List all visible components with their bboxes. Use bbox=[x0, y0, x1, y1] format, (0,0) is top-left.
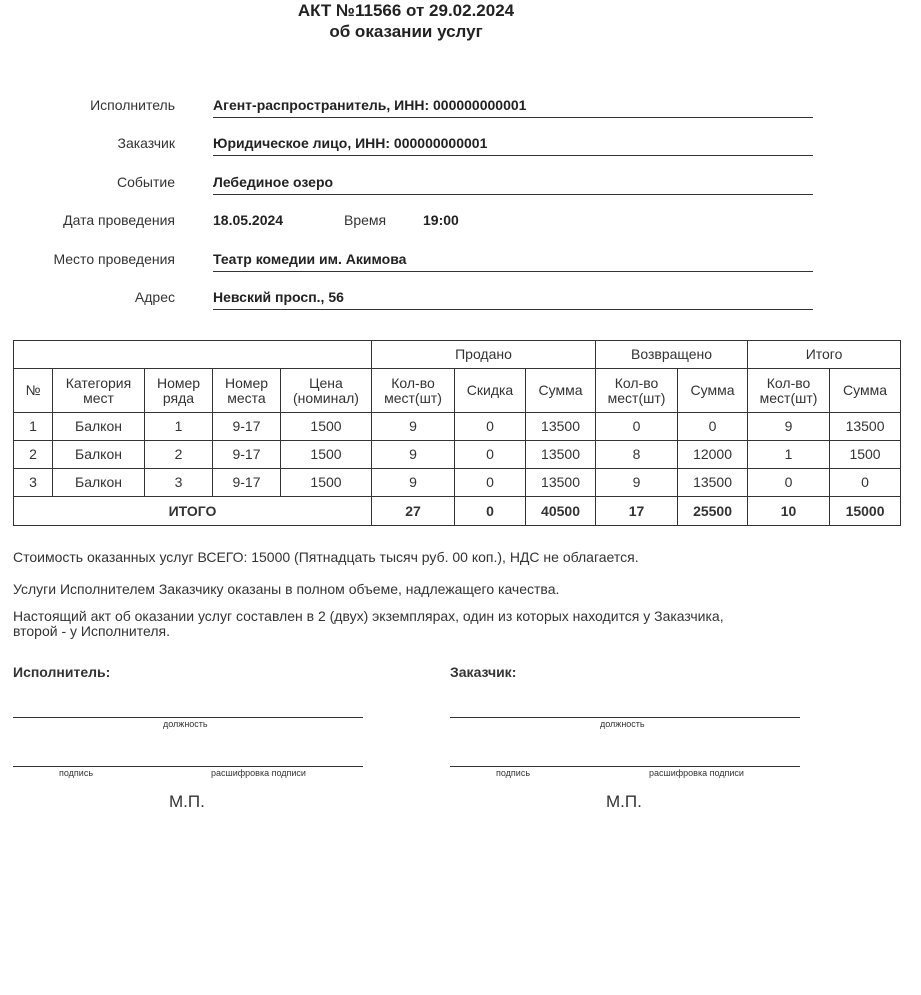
cell-total-count: 1 bbox=[748, 441, 830, 469]
total-sold-count: 27 bbox=[372, 497, 455, 526]
date-time-value bbox=[213, 212, 813, 232]
customer-decoding-caption: расшифровка подписи bbox=[649, 768, 744, 778]
column-header-sold-count: Кол-во мест(шт) bbox=[372, 369, 455, 413]
customer-signature-block bbox=[450, 664, 800, 814]
date-value: 18.05.2024 bbox=[213, 212, 284, 229]
services-table bbox=[13, 340, 901, 526]
copies-note-line2: второй - у Исполнителя. bbox=[13, 623, 170, 639]
executor-label: Исполнитель bbox=[90, 97, 175, 113]
cell-category: Балкон bbox=[53, 469, 145, 497]
cell-row: 3 bbox=[145, 469, 213, 497]
column-header-total-count: Кол-во мест(шт) bbox=[748, 369, 830, 413]
cell-sold-discount: 0 bbox=[455, 413, 526, 441]
quality-note: Услуги Исполнителем Заказчику оказаны в полном объеме, надлежащего качества. bbox=[13, 581, 560, 597]
total-returned-count: 17 bbox=[596, 497, 678, 526]
column-header-returned-count: Кол-во мест(шт) bbox=[596, 369, 678, 413]
cost-note: Стоимость оказанных услуг ВСЕГО: 15000 (Пятнадцать тысяч руб. 00 коп.), НДС не облагается. bbox=[13, 549, 639, 565]
address-row bbox=[0, 280, 921, 318]
cell-returned-count: 9 bbox=[596, 469, 678, 497]
customer-signature-title: Заказчик: bbox=[450, 664, 517, 680]
column-header-sold-sum: Сумма bbox=[526, 369, 596, 413]
executor-signature-title: Исполнитель: bbox=[13, 664, 111, 680]
cell-category: Балкон bbox=[53, 441, 145, 469]
cell-sold-sum: 13500 bbox=[526, 413, 596, 441]
column-header-sold-discount: Скидка bbox=[455, 369, 526, 413]
customer-signature-caption: подпись bbox=[496, 768, 531, 778]
total-total-sum: 15000 bbox=[830, 497, 901, 526]
cell-returned-count: 8 bbox=[596, 441, 678, 469]
total-total-count: 10 bbox=[748, 497, 830, 526]
table-row bbox=[14, 469, 901, 497]
table-row bbox=[14, 441, 901, 469]
cell-price: 1500 bbox=[281, 469, 372, 497]
customer-position-caption: должность bbox=[600, 719, 645, 729]
address-label: Адрес bbox=[134, 288, 175, 305]
customer-signature-line bbox=[450, 766, 800, 767]
cell-returned-sum: 0 bbox=[678, 413, 748, 441]
column-header-total-sum: Сумма bbox=[830, 369, 901, 413]
total-returned-sum: 25500 bbox=[678, 497, 748, 526]
executor-decoding-caption: расшифровка подписи bbox=[211, 768, 306, 778]
cell-total-sum: 1500 bbox=[830, 441, 901, 469]
executor-row bbox=[0, 88, 921, 126]
cell-sold-discount: 0 bbox=[455, 441, 526, 469]
cell-price: 1500 bbox=[281, 413, 372, 441]
cell-seat: 9-17 bbox=[213, 413, 281, 441]
group-header-sold: Продано bbox=[372, 341, 596, 369]
copies-note-line1: Настоящий акт об оказании услуг составлен в 2 (двух) экземплярах, один из которых находится у Заказчика, bbox=[13, 608, 724, 624]
venue-row bbox=[0, 242, 921, 280]
executor-signature-line bbox=[13, 766, 363, 767]
table-group-header-empty bbox=[14, 341, 372, 369]
act-fields bbox=[0, 88, 921, 318]
copies-note bbox=[13, 609, 733, 639]
customer-position-line bbox=[450, 717, 800, 718]
column-header-price: Цена (номинал) bbox=[281, 369, 372, 413]
cell-row: 1 bbox=[145, 413, 213, 441]
column-header-returned-sum: Сумма bbox=[678, 369, 748, 413]
total-label: ИТОГО bbox=[14, 497, 372, 526]
cell-sold-sum: 13500 bbox=[526, 441, 596, 469]
cell-row: 2 bbox=[145, 441, 213, 469]
total-sold-discount: 0 bbox=[455, 497, 526, 526]
column-header-seat: Номер места bbox=[213, 369, 281, 413]
document-title bbox=[0, 0, 812, 42]
column-header-row: Номер ряда bbox=[145, 369, 213, 413]
table-group-header-row bbox=[14, 341, 901, 369]
customer-value: Юридическое лицо, ИНН: 000000000001 bbox=[213, 135, 813, 156]
cell-num: 3 bbox=[14, 469, 53, 497]
customer-stamp: М.П. bbox=[606, 792, 642, 811]
table-row bbox=[14, 413, 901, 441]
cell-price: 1500 bbox=[281, 441, 372, 469]
date-time-row bbox=[0, 203, 921, 241]
cell-total-count: 0 bbox=[748, 469, 830, 497]
document-title-line1: АКТ №11566 от 29.02.2024 bbox=[297, 1, 515, 20]
event-value: Лебединое озеро bbox=[213, 174, 813, 195]
event-row bbox=[0, 165, 921, 203]
event-label: Событие bbox=[117, 173, 175, 190]
executor-stamp: М.П. bbox=[169, 792, 205, 811]
group-header-returned: Возвращено bbox=[596, 341, 748, 369]
cell-sold-count: 9 bbox=[372, 469, 455, 497]
table-header-row bbox=[14, 369, 901, 413]
venue-label: Место проведения bbox=[53, 250, 175, 267]
cell-returned-sum: 12000 bbox=[678, 441, 748, 469]
cell-total-sum: 0 bbox=[830, 469, 901, 497]
address-value: Невский просп., 56 bbox=[213, 289, 813, 310]
time-label: Время bbox=[344, 212, 387, 229]
executor-signature-caption: подпись bbox=[59, 768, 94, 778]
venue-value: Театр комедии им. Акимова bbox=[213, 251, 813, 272]
cell-returned-sum: 13500 bbox=[678, 469, 748, 497]
cell-seat: 9-17 bbox=[213, 469, 281, 497]
time-value: 19:00 bbox=[423, 212, 459, 229]
customer-label: Заказчик bbox=[117, 135, 175, 152]
cell-category: Балкон bbox=[53, 413, 145, 441]
cell-num: 2 bbox=[14, 441, 53, 469]
cell-sold-discount: 0 bbox=[455, 469, 526, 497]
cell-sold-sum: 13500 bbox=[526, 469, 596, 497]
document-title-line2: об оказании услуг bbox=[329, 22, 483, 41]
cell-num: 1 bbox=[14, 413, 53, 441]
cell-seat: 9-17 bbox=[213, 441, 281, 469]
column-header-num: № bbox=[14, 369, 53, 413]
cell-returned-count: 0 bbox=[596, 413, 678, 441]
column-header-category: Категория мест bbox=[53, 369, 145, 413]
executor-signature-block bbox=[13, 664, 363, 814]
cell-total-sum: 13500 bbox=[830, 413, 901, 441]
customer-row bbox=[0, 126, 921, 164]
group-header-total: Итого bbox=[748, 341, 901, 369]
executor-position-line bbox=[13, 717, 363, 718]
executor-value: Агент-распространитель, ИНН: 000000000001 bbox=[213, 97, 813, 118]
table-total-row bbox=[14, 497, 901, 526]
date-label: Дата проведения bbox=[63, 212, 175, 229]
total-sold-sum: 40500 bbox=[526, 497, 596, 526]
cell-total-count: 9 bbox=[748, 413, 830, 441]
cell-sold-count: 9 bbox=[372, 441, 455, 469]
executor-position-caption: должность bbox=[163, 719, 208, 729]
cell-sold-count: 9 bbox=[372, 413, 455, 441]
